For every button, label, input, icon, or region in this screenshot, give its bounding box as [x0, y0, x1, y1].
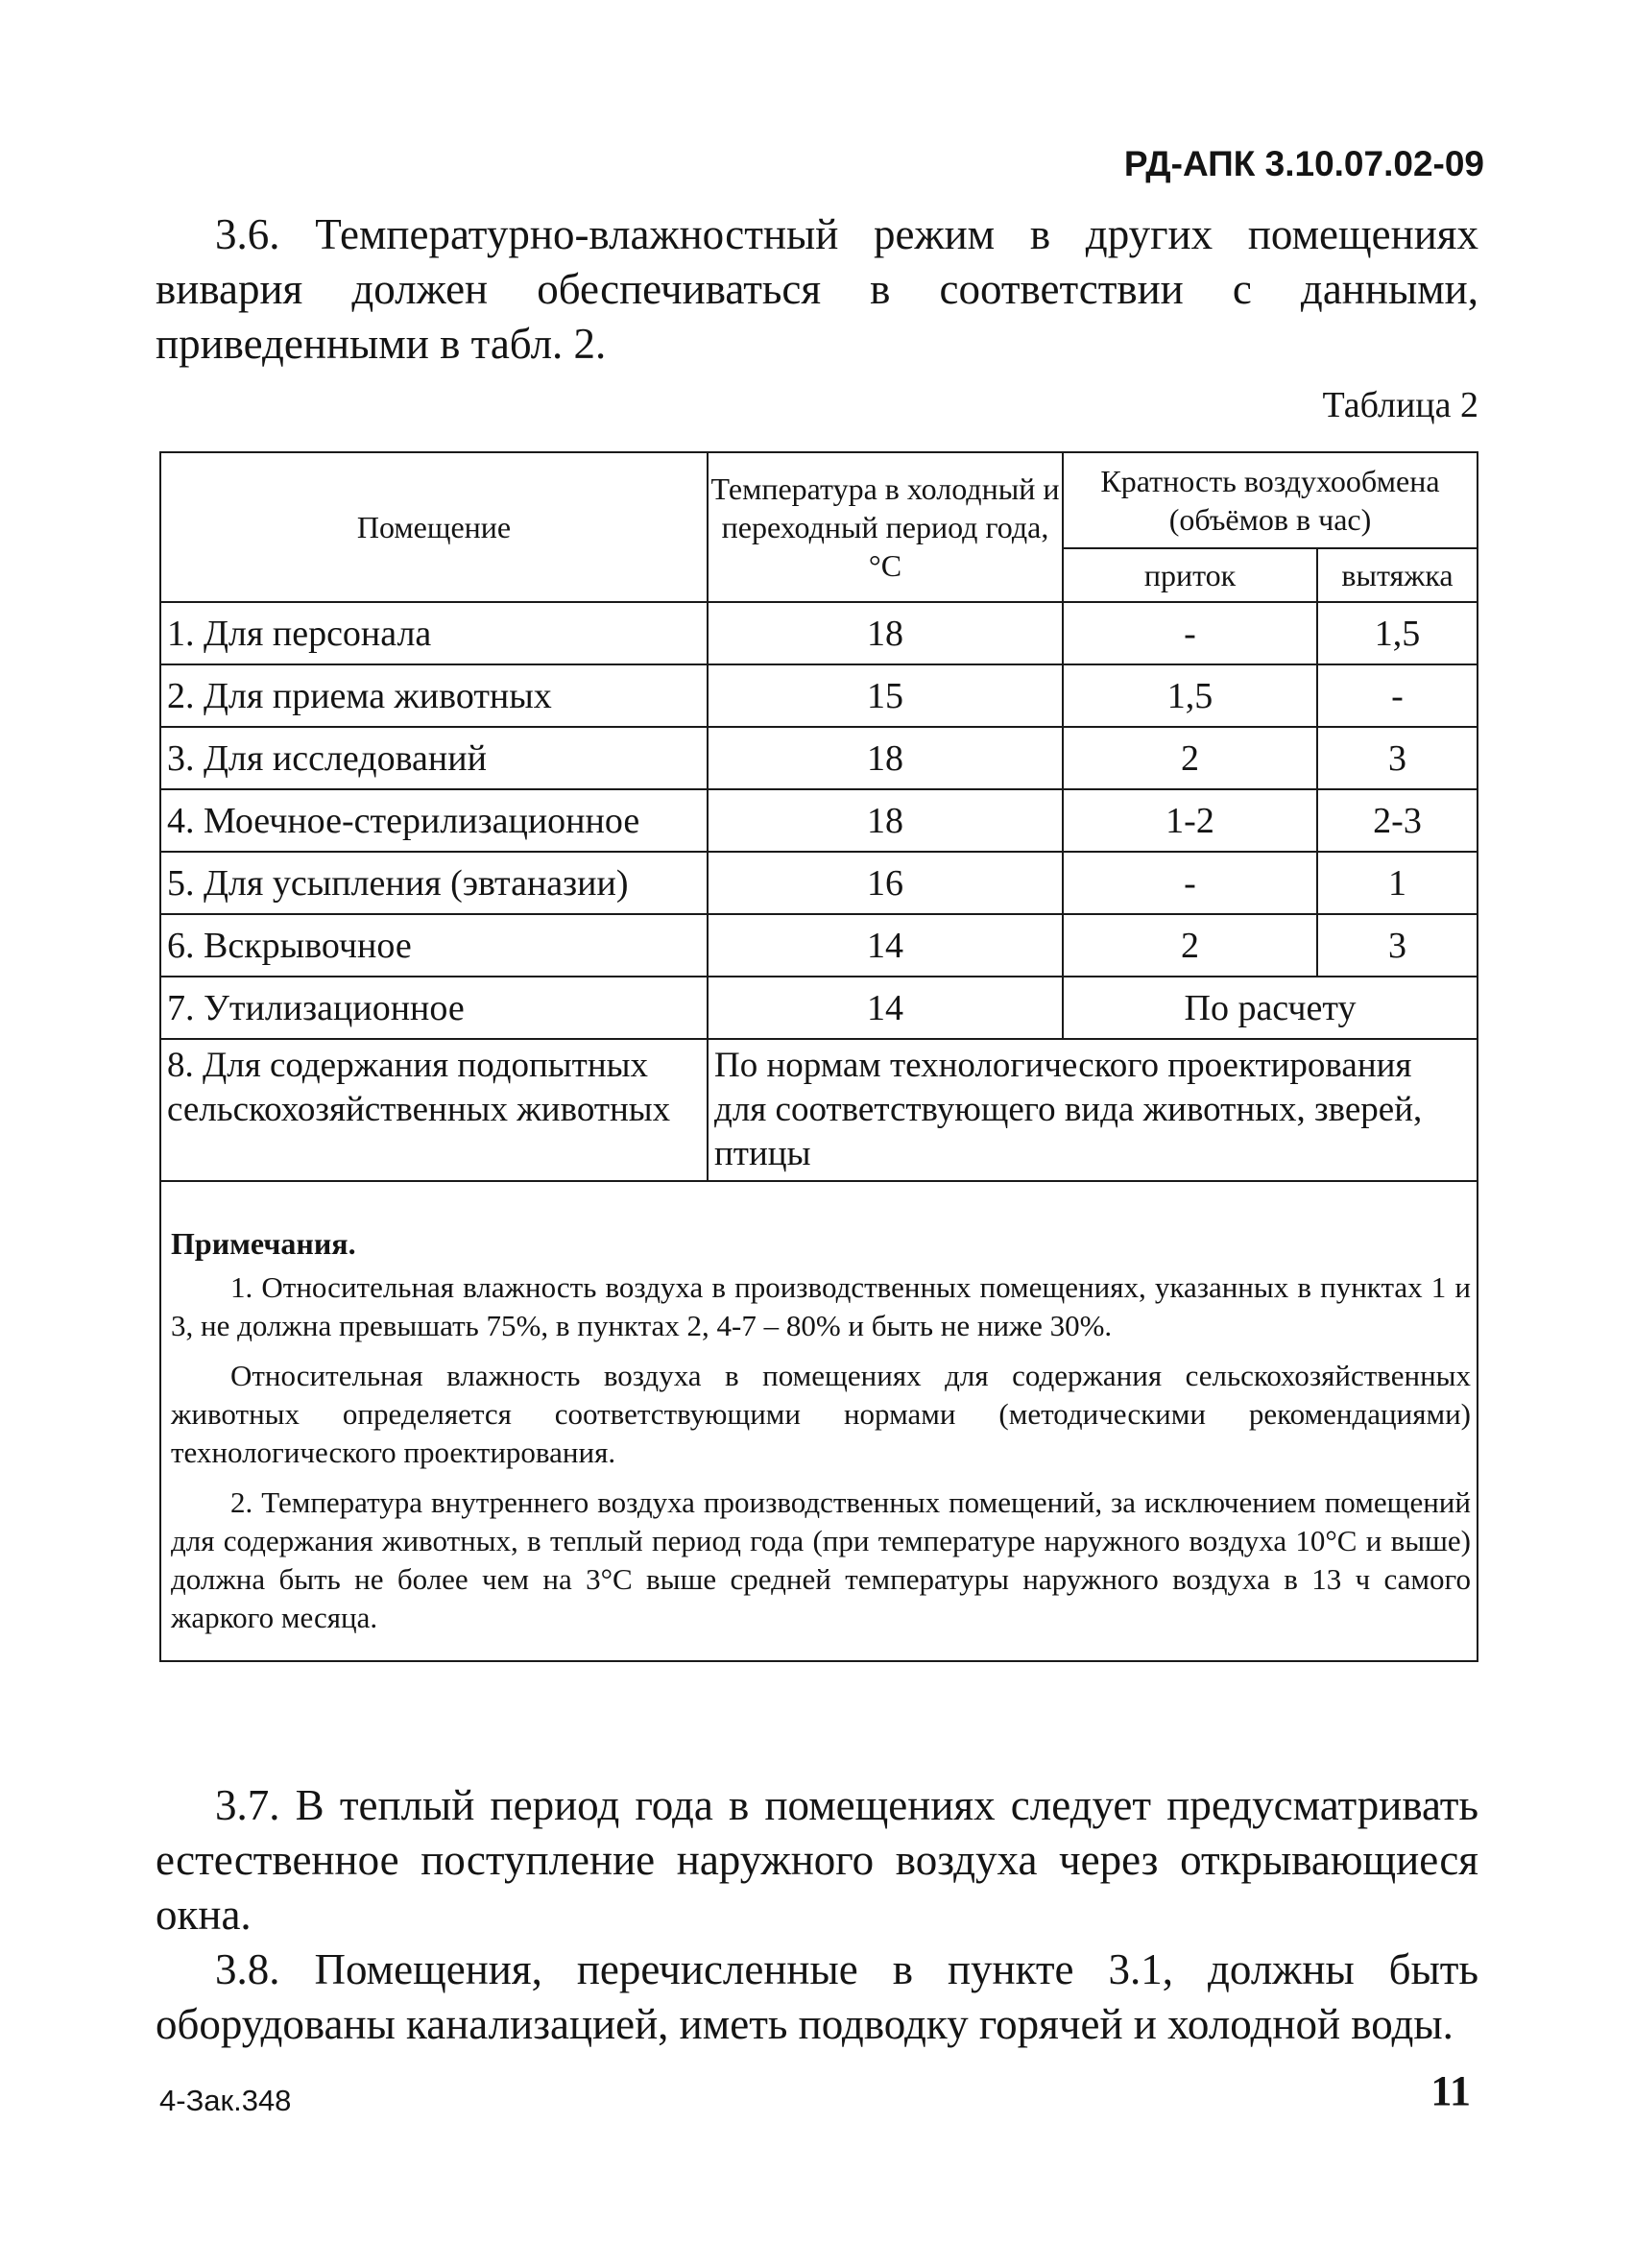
- row-name: 1. Для персонала: [160, 602, 708, 664]
- row-name: 7. Утилизационное: [160, 977, 708, 1039]
- row-exhaust: 1,5: [1317, 602, 1478, 664]
- row-temp: 15: [708, 664, 1063, 727]
- paragraph-3-7: 3.7. В теплый период года в помещениях следует предусматривать естественное поступление наружного воздуха через открывающиеся окна.: [156, 1781, 1478, 1939]
- row-name: 6. Вскрывочное: [160, 914, 708, 977]
- header-temperature: Температура в холодный и переходный период года, °С: [708, 452, 1063, 602]
- notes-title: Примечания.: [171, 1226, 356, 1261]
- row-name: 3. Для исследований: [160, 727, 708, 789]
- paragraphs-3-7-3-8: [156, 1778, 1478, 2052]
- row-supply: 1-2: [1063, 789, 1317, 852]
- header-supply: приток: [1063, 548, 1317, 602]
- row-name: 2. Для приема животных: [160, 664, 708, 727]
- table-row: [160, 727, 1478, 789]
- header-exhaust: вытяжка: [1317, 548, 1478, 602]
- row-name: 5. Для усыпления (эвтаназии): [160, 852, 708, 914]
- row-exhaust: -: [1317, 664, 1478, 727]
- row-merged-value: По нормам технологического проектирования для соответствующего вида животных, зверей, птицы: [708, 1039, 1478, 1181]
- table-2: [159, 451, 1478, 1662]
- table-row: [160, 914, 1478, 977]
- table-row: [160, 664, 1478, 727]
- row-temp: 18: [708, 602, 1063, 664]
- table-row: [160, 602, 1478, 664]
- row-temp: 16: [708, 852, 1063, 914]
- row-supply: 2: [1063, 914, 1317, 977]
- note-item: Относительная влажность воздуха в помещениях для содержания сельскохозяйственных животных определяется соответствующими нормами (методическими рекомендациями) технологического проектирования.: [171, 1359, 1471, 1469]
- row-merged-value: По расчету: [1063, 977, 1478, 1039]
- row-temp: 18: [708, 727, 1063, 789]
- row-name: 8. Для содержания подопытных сельскохозяйственных животных: [160, 1039, 708, 1181]
- paragraph-3-8: 3.8. Помещения, перечисленные в пункте 3.1, должны быть оборудованы канализацией, иметь подводку горячей и холодной воды.: [156, 1945, 1478, 2048]
- header-air-exchange: Кратность воздухообмена (объёмов в час): [1063, 452, 1478, 548]
- paragraph-3-6-text: 3.6. Температурно-влажностный режим в других помещениях вивария должен обеспечиваться в соответствии с данными, приведенными в табл. 2.: [156, 210, 1478, 368]
- row-supply: -: [1063, 852, 1317, 914]
- table-row: [160, 852, 1478, 914]
- table-row: [160, 789, 1478, 852]
- table-caption: Таблица 2: [1322, 385, 1478, 425]
- row-exhaust: 2-3: [1317, 789, 1478, 852]
- note-item: 1. Относительная влажность воздуха в производственных помещениях, указанных в пунктах 1 и 3, не должна превышать 75%, в пунктах 2, 4-7 – 80% и быть не ниже 30%.: [171, 1270, 1471, 1342]
- header-room: Помещение: [160, 452, 708, 602]
- row-exhaust: 1: [1317, 852, 1478, 914]
- paragraph-3-6: [156, 207, 1478, 372]
- row-temp: 18: [708, 789, 1063, 852]
- footer-order-code: 4-Зак.348: [159, 2084, 292, 2117]
- row-exhaust: 3: [1317, 914, 1478, 977]
- row-name: 4. Моечное-стерилизационное: [160, 789, 708, 852]
- notes-row: [160, 1181, 1478, 1661]
- table-notes: [160, 1181, 1478, 1661]
- row-exhaust: 3: [1317, 727, 1478, 789]
- row-supply: -: [1063, 602, 1317, 664]
- page-number: 11: [1430, 2067, 1471, 2114]
- table-row: [160, 977, 1478, 1039]
- row-supply: 2: [1063, 727, 1317, 789]
- row-supply: 1,5: [1063, 664, 1317, 727]
- note-item: 2. Температура внутреннего воздуха производственных помещений, за исключением помещений для содержания животных, в теплый период года (при температуре наружного воздуха 10°С и выше) должна быть не более чем на 3°С выше средней температуры наружного воздуха в 13 ч самого жаркого месяца.: [171, 1485, 1471, 1634]
- table-row: [160, 1039, 1478, 1181]
- row-temp: 14: [708, 977, 1063, 1039]
- document-code: РД-АПК 3.10.07.02-09: [1123, 144, 1484, 183]
- row-temp: 14: [708, 914, 1063, 977]
